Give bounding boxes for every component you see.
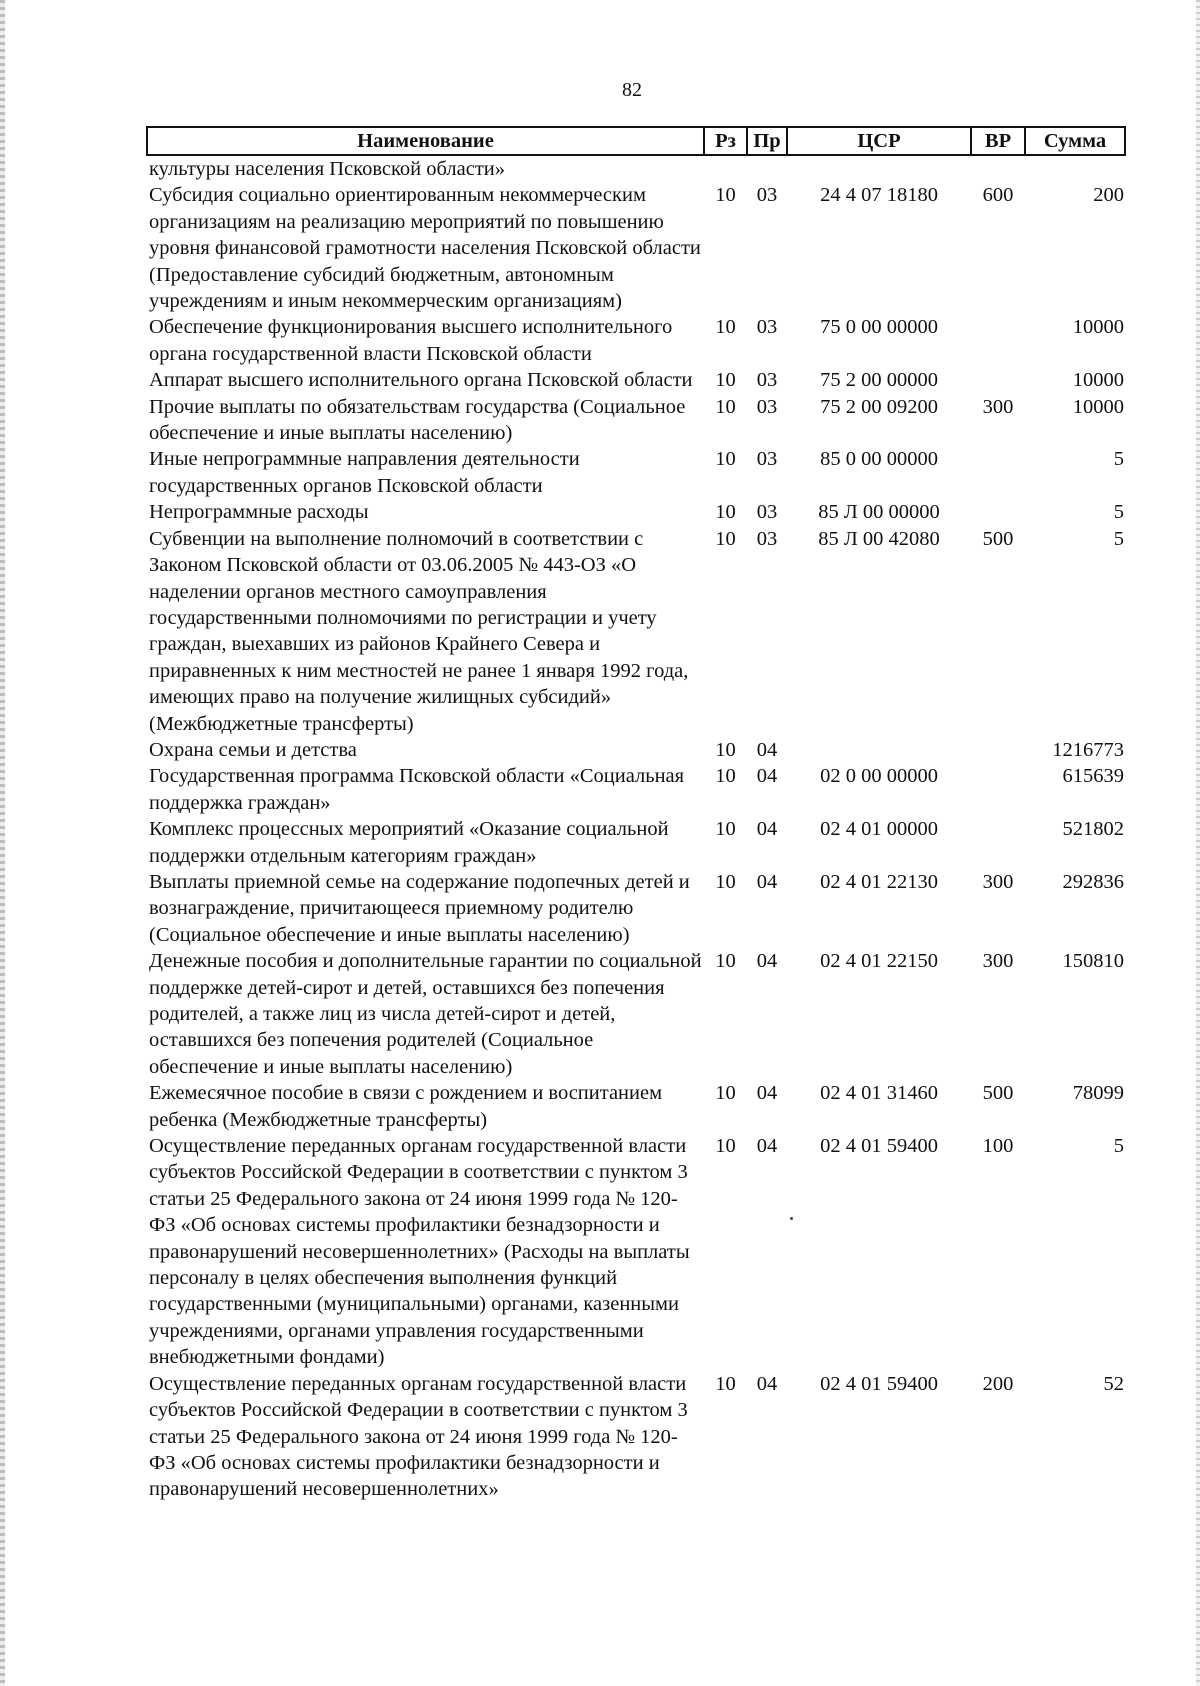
cell-csr: 02 0 00 00000: [820, 765, 938, 788]
cell-name: Охрана семьи и детства: [149, 738, 357, 761]
cell-rz: [704, 155, 747, 182]
scan-left-edge: [0, 0, 5, 1686]
cell-rz: 10: [715, 395, 736, 418]
cell-rz: 10: [715, 527, 736, 550]
cell-vr: [971, 155, 1025, 182]
table-row: [147, 816, 1125, 869]
cell-vr: 300: [982, 950, 1014, 973]
cell-vr: [971, 446, 1025, 499]
cell-rz: 10: [715, 818, 736, 841]
cell-sum: 292836: [1062, 870, 1124, 893]
cell-csr: [787, 155, 971, 182]
cell-csr: 85 Л 00 00000: [818, 501, 940, 524]
table-row: [147, 869, 1125, 948]
scan-artifact-dot: [790, 1217, 793, 1220]
cell-vr: 500: [982, 527, 1014, 550]
cell-name: культуры населения Псковской области»: [149, 158, 506, 180]
cell-vr: 200: [982, 1372, 1014, 1395]
table-row: [147, 763, 1125, 816]
cell-rz: 10: [715, 448, 736, 471]
cell-csr: 02 4 01 22150: [820, 950, 938, 973]
table-row: [147, 526, 1125, 737]
table-row: [147, 446, 1125, 499]
cell-vr: 500: [982, 1082, 1014, 1105]
cell-rz: 10: [715, 870, 736, 893]
cell-rz: 10: [715, 316, 736, 339]
cell-vr: [971, 314, 1025, 367]
cell-name: Ежемесячное пособие в связи с рождением и воспитанием ребенка (Межбюджетные трансферты): [149, 1082, 663, 1131]
cell-rz: 10: [715, 1135, 736, 1158]
cell-name: Комплекс процессных мероприятий «Оказание социальной поддержки отдельным категориям граждан»: [149, 818, 669, 867]
cell-name: Иные непрограммные направления деятельности государственных органов Псковской области: [149, 448, 580, 497]
table-row: [147, 1133, 1125, 1371]
cell-name: Аппарат высшего исполнительного органа Псковской области: [149, 369, 693, 392]
cell-sum: 5: [1113, 1135, 1124, 1158]
cell-csr: 02 4 01 00000: [820, 818, 938, 841]
table-row: [147, 367, 1125, 393]
cell-csr: 02 4 01 31460: [820, 1082, 938, 1105]
cell-sum: 521802: [1062, 818, 1124, 841]
table-row: [147, 1080, 1125, 1133]
cell-sum: 10000: [1072, 369, 1124, 392]
header-csr: ЦСР: [787, 127, 971, 155]
cell-pr: 04: [756, 1372, 778, 1395]
header-vr: ВР: [971, 127, 1025, 155]
cell-pr: 03: [756, 184, 778, 207]
cell-name: Выплаты приемной семье на содержание подопечных детей и вознаграждение, причитающееся приемному родителю (Социальное обеспечение и иные выплаты населению): [149, 870, 690, 946]
header-rz: Рз: [704, 127, 747, 155]
cell-rz: 10: [715, 501, 736, 524]
cell-pr: 04: [756, 870, 778, 893]
table-header: [147, 127, 1125, 155]
cell-csr: 85 Л 00 42080: [818, 527, 940, 550]
cell-sum: 1216773: [1052, 738, 1124, 761]
cell-vr: [971, 499, 1025, 525]
table-row: [147, 155, 1125, 182]
cell-sum: 615639: [1062, 765, 1124, 788]
cell-pr: 04: [756, 818, 778, 841]
cell-name: Субвенции на выполнение полномочий в соответствии с Законом Псковской области от 03.06.2005 № 443-ОЗ «О наделении органов местного самоуправления государственными полномочиями по регистрации и учету граждан, выехавших из районов Крайнего Севера и приравненных к ним местностей не ранее 1 января 1992 года, имеющих право на получение жилищных субсидий» (Межбюджетные трансферты): [149, 527, 689, 735]
header-sum: Сумма: [1025, 127, 1125, 155]
scan-right-edge: [1196, 0, 1200, 1686]
cell-sum: 200: [1093, 184, 1124, 207]
cell-name: Денежные пособия и дополнительные гарантии по социальной поддержке детей-сирот и детей, оставшихся без попечения родителей, а также лиц из числа детей-сирот и детей, оставшихся без попечения родителей (Социальное обеспечение и иные выплаты населению): [149, 950, 702, 1078]
cell-pr: 03: [756, 395, 778, 418]
cell-csr: 02 4 01 59400: [820, 1372, 938, 1395]
cell-csr: 85 0 00 00000: [820, 448, 938, 471]
cell-csr: 75 2 00 00000: [820, 369, 938, 392]
cell-csr: 02 4 01 59400: [820, 1135, 938, 1158]
cell-sum: 52: [1103, 1372, 1124, 1395]
cell-sum: 5: [1113, 448, 1124, 471]
table-row: [147, 182, 1125, 314]
cell-rz: 10: [715, 369, 736, 392]
cell-csr: 02 4 01 22130: [820, 870, 938, 893]
cell-name: Непрограммные расходы: [149, 501, 369, 524]
cell-csr: 75 2 00 09200: [820, 395, 938, 418]
cell-sum: 10000: [1072, 316, 1124, 339]
table-row: [147, 394, 1125, 447]
cell-vr: [971, 763, 1025, 816]
cell-rz: 10: [715, 184, 736, 207]
cell-pr: 03: [756, 316, 778, 339]
cell-rz: 10: [715, 1372, 736, 1395]
cell-name: Осуществление переданных органам государственной власти субъектов Российской Федерации в соответствии с пунктом 3 статьи 25 Федерального закона от 24 июня 1999 года № 120-ФЗ «Об основах системы профилактики безнадзорности и правонарушений несовершеннолетних»: [149, 1372, 688, 1501]
cell-pr: 03: [756, 501, 778, 524]
cell-vr: 300: [982, 395, 1014, 418]
cell-sum: 5: [1113, 527, 1124, 550]
cell-vr: [971, 816, 1025, 869]
cell-vr: [971, 367, 1025, 393]
table-row: [147, 737, 1125, 763]
table-row: [147, 499, 1125, 525]
table-row: [147, 1371, 1125, 1503]
cell-rz: 10: [715, 765, 736, 788]
cell-name: Осуществление переданных органам государственной власти субъектов Российской Федерации в соответствии с пунктом 3 статьи 25 Федерального закона от 24 июня 1999 года № 120-ФЗ «Об основах системы профилактики безнадзорности и правонарушений несовершеннолетних» (Расходы на выплаты персоналу в целях обеспечения выполнения функций государственными (муниципальными) органами, казенными учреждениями, органами управления государственными внебюджетными фондами): [149, 1135, 690, 1369]
cell-pr: [747, 155, 787, 182]
table-body: [147, 155, 1125, 1503]
cell-vr: 300: [982, 870, 1014, 893]
cell-pr: 04: [756, 765, 778, 788]
cell-vr: 100: [982, 1135, 1014, 1158]
cell-vr: [971, 737, 1025, 763]
cell-rz: 10: [715, 738, 736, 761]
cell-vr: 600: [982, 184, 1014, 207]
page-number: 82: [622, 79, 642, 101]
budget-table: [146, 126, 1126, 1503]
cell-name: Обеспечение функционирования высшего исполнительного органа государственной власти Псковской области: [149, 316, 673, 365]
cell-pr: 03: [756, 369, 778, 392]
table-row: [147, 948, 1125, 1080]
cell-pr: 03: [756, 448, 778, 471]
cell-pr: 04: [756, 1082, 778, 1105]
header-pr: Пр: [747, 127, 787, 155]
table-row: [147, 314, 1125, 367]
cell-pr: 04: [756, 1135, 778, 1158]
cell-sum: 10000: [1072, 395, 1124, 418]
cell-sum: [1025, 155, 1125, 182]
header-name: Наименование: [147, 127, 704, 155]
cell-sum: 78099: [1072, 1082, 1124, 1105]
cell-csr: [787, 737, 971, 763]
cell-csr: 24 4 07 18180: [820, 184, 938, 207]
cell-name: Прочие выплаты по обязательствам государства (Социальное обеспечение и иные выплаты населению): [149, 395, 686, 445]
cell-csr: 75 0 00 00000: [820, 316, 938, 339]
cell-pr: 04: [756, 950, 778, 973]
cell-name: Субсидия социально ориентированным некоммерческим организациям на реализацию мероприятий по повышению уровня финансовой грамотности населения Псковской области (Предоставление субсидий бюджетным, автономным учреждениям и иным некоммерческим организациям): [149, 184, 701, 313]
cell-rz: 10: [715, 950, 736, 973]
cell-sum: 5: [1113, 501, 1124, 524]
cell-pr: 03: [756, 527, 778, 550]
cell-rz: 10: [715, 1082, 736, 1105]
cell-name: Государственная программа Псковской области «Социальная поддержка граждан»: [149, 765, 685, 814]
cell-pr: 04: [756, 738, 778, 761]
cell-sum: 150810: [1062, 950, 1124, 973]
